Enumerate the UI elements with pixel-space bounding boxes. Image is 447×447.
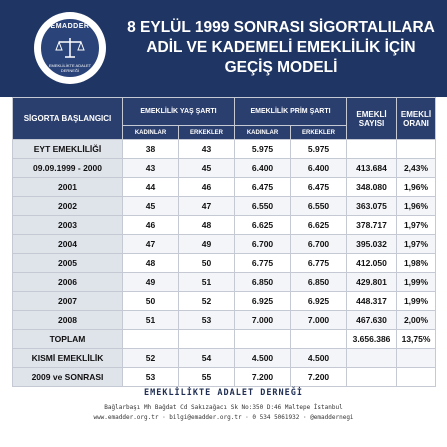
- age-women-cell: 46: [123, 216, 179, 235]
- prim-women-cell: 4.500: [235, 349, 291, 368]
- footer-contact: www.emadder.org.tr · bilgi@emadder.org.tr · 0 534 5061932 · @emaddernegi: [93, 414, 354, 421]
- retiree-rate-cell: 1,99%: [397, 273, 436, 292]
- age-men-cell: 47: [179, 197, 235, 216]
- table-row: [13, 197, 436, 216]
- retiree-count-cell: 378.717: [347, 216, 397, 235]
- age-men-cell: 51: [179, 273, 235, 292]
- row-label-cell: 09.09.1999 - 2000: [13, 159, 123, 178]
- row-label-cell: 2002: [13, 197, 123, 216]
- table-row: [13, 311, 436, 330]
- prim-men-cell: 7.200: [291, 368, 347, 387]
- age-men-cell: 48: [179, 216, 235, 235]
- prim-men-cell: 6.400: [291, 159, 347, 178]
- retiree-count-cell: 448.317: [347, 292, 397, 311]
- emadder-logo: [34, 12, 106, 84]
- footer: [0, 388, 447, 421]
- retiree-rate-cell: [397, 140, 436, 159]
- retiree-count-cell: 348.080: [347, 178, 397, 197]
- prim-men-cell: 6.625: [291, 216, 347, 235]
- age-women-cell: 53: [123, 368, 179, 387]
- header-age-women: KADINLAR: [123, 126, 179, 140]
- age-women-cell: 47: [123, 235, 179, 254]
- row-label-cell: KISMİ EMEKLİLİK: [13, 349, 123, 368]
- age-women-cell: 51: [123, 311, 179, 330]
- retiree-rate-cell: 2,43%: [397, 159, 436, 178]
- retiree-count-cell: [347, 368, 397, 387]
- retiree-count-cell: 467.630: [347, 311, 397, 330]
- retiree-rate-cell: 1,96%: [397, 178, 436, 197]
- logo-emblem: [39, 17, 101, 79]
- age-men-cell: 43: [179, 140, 235, 159]
- age-women-cell: 50: [123, 292, 179, 311]
- retiree-rate-cell: [397, 349, 436, 368]
- retiree-rate-cell: 1,97%: [397, 235, 436, 254]
- age-women-cell: 43: [123, 159, 179, 178]
- age-men-cell: 55: [179, 368, 235, 387]
- row-label-cell: 2009 ve SONRASI: [13, 368, 123, 387]
- title-line-1: 8 EYLÜL 1999 SONRASI SİGORTALILARA: [127, 19, 435, 36]
- header-age-men: ERKEKLER: [179, 126, 235, 140]
- age-men-cell: 53: [179, 311, 235, 330]
- retiree-count-cell: 395.032: [347, 235, 397, 254]
- retiree-rate-cell: [397, 368, 436, 387]
- table-row: [13, 235, 436, 254]
- retiree-rate-cell: 1,98%: [397, 254, 436, 273]
- retiree-count-cell: 429.801: [347, 273, 397, 292]
- retiree-count-cell: 363.075: [347, 197, 397, 216]
- age-women-cell: 48: [123, 254, 179, 273]
- table-row: [13, 254, 436, 273]
- prim-women-cell: 6.925: [235, 292, 291, 311]
- table-row: [13, 159, 436, 178]
- header-prim-group: EMEKLİLİK PRİM ŞARTI: [235, 98, 347, 126]
- age-women-cell: 52: [123, 349, 179, 368]
- row-label-cell: 2005: [13, 254, 123, 273]
- title-line-3: GEÇİŞ MODELİ: [224, 59, 338, 76]
- table-row: [13, 368, 436, 387]
- prim-women-cell: 6.700: [235, 235, 291, 254]
- prim-women-cell: 6.625: [235, 216, 291, 235]
- prim-men-cell: 6.475: [291, 178, 347, 197]
- header-start: SİGORTA BAŞLANGICI: [13, 98, 123, 140]
- prim-men-cell: 6.925: [291, 292, 347, 311]
- table-row: [13, 178, 436, 197]
- retiree-rate-cell: 2,00%: [397, 311, 436, 330]
- header-prim-women: KADINLAR: [235, 126, 291, 140]
- footer-address: Bağlarbaşı Mh Bağdat Cd Sakızağacı Sk No:350 D:46 Maltepe İstanbul: [104, 404, 343, 411]
- header-prim-men: ERKEKLER: [291, 126, 347, 140]
- prim-men-cell: 4.500: [291, 349, 347, 368]
- prim-women-cell: 6.775: [235, 254, 291, 273]
- table-row: [13, 273, 436, 292]
- prim-men-cell: 5.975: [291, 140, 347, 159]
- prim-women-cell: [235, 330, 291, 349]
- retiree-count-cell: [347, 349, 397, 368]
- header-count: EMEKLİ SAYISI: [347, 98, 397, 140]
- retiree-count-cell: 3.656.386: [347, 330, 397, 349]
- table-row: [13, 140, 436, 159]
- row-label-cell: TOPLAM: [13, 330, 123, 349]
- header-age-group: EMEKLİLİK YAŞ ŞARTI: [123, 98, 235, 126]
- prim-men-cell: 6.850: [291, 273, 347, 292]
- retiree-rate-cell: 1,96%: [397, 197, 436, 216]
- age-women-cell: [123, 330, 179, 349]
- header-rate: EMEKLİ ORANI: [397, 98, 436, 140]
- age-women-cell: 49: [123, 273, 179, 292]
- footer-org-name: EMEKLİLİKTE ADALET DERNEĞİ: [143, 388, 304, 398]
- prim-men-cell: 6.700: [291, 235, 347, 254]
- age-men-cell: 50: [179, 254, 235, 273]
- age-men-cell: 46: [179, 178, 235, 197]
- table-row: [13, 292, 436, 311]
- table-row: [13, 349, 436, 368]
- prim-women-cell: 5.975: [235, 140, 291, 159]
- prim-women-cell: 6.550: [235, 197, 291, 216]
- scales-of-justice-icon: [55, 35, 85, 61]
- logo-bottom-text: EMEKLİLİKTE ADALET DERNEĞİ: [48, 63, 92, 73]
- table-row: [13, 330, 436, 349]
- title-line-2: ADİL VE KADEMELİ EMEKLİLİK İÇİN: [146, 39, 416, 56]
- retiree-rate-cell: 13,75%: [397, 330, 436, 349]
- prim-men-cell: 7.000: [291, 311, 347, 330]
- prim-men-cell: [291, 330, 347, 349]
- age-women-cell: 45: [123, 197, 179, 216]
- age-women-cell: 44: [123, 178, 179, 197]
- prim-women-cell: 6.475: [235, 178, 291, 197]
- prim-men-cell: 6.775: [291, 254, 347, 273]
- age-men-cell: 52: [179, 292, 235, 311]
- row-label-cell: 2003: [13, 216, 123, 235]
- row-label-cell: EYT EMEKLİLİĞİ: [13, 140, 123, 159]
- logo-top-text: EMADDER: [50, 23, 90, 30]
- row-label-cell: 2001: [13, 178, 123, 197]
- row-label-cell: 2007: [13, 292, 123, 311]
- table-body: [13, 140, 436, 387]
- retiree-rate-cell: 1,99%: [397, 292, 436, 311]
- prim-women-cell: 7.000: [235, 311, 291, 330]
- age-men-cell: 45: [179, 159, 235, 178]
- age-women-cell: 38: [123, 140, 179, 159]
- age-men-cell: 54: [179, 349, 235, 368]
- retiree-count-cell: 412.050: [347, 254, 397, 273]
- age-men-cell: [179, 330, 235, 349]
- row-label-cell: 2004: [13, 235, 123, 254]
- prim-women-cell: 6.850: [235, 273, 291, 292]
- table-row: [13, 216, 436, 235]
- retiree-count-cell: 413.684: [347, 159, 397, 178]
- page-title: [120, 18, 442, 78]
- retirement-table: [12, 97, 436, 387]
- age-men-cell: 49: [179, 235, 235, 254]
- retiree-count-cell: [347, 140, 397, 159]
- row-label-cell: 2008: [13, 311, 123, 330]
- prim-women-cell: 6.400: [235, 159, 291, 178]
- prim-women-cell: 7.200: [235, 368, 291, 387]
- prim-men-cell: 6.550: [291, 197, 347, 216]
- row-label-cell: 2006: [13, 273, 123, 292]
- retiree-rate-cell: 1,97%: [397, 216, 436, 235]
- title-banner: [0, 0, 447, 97]
